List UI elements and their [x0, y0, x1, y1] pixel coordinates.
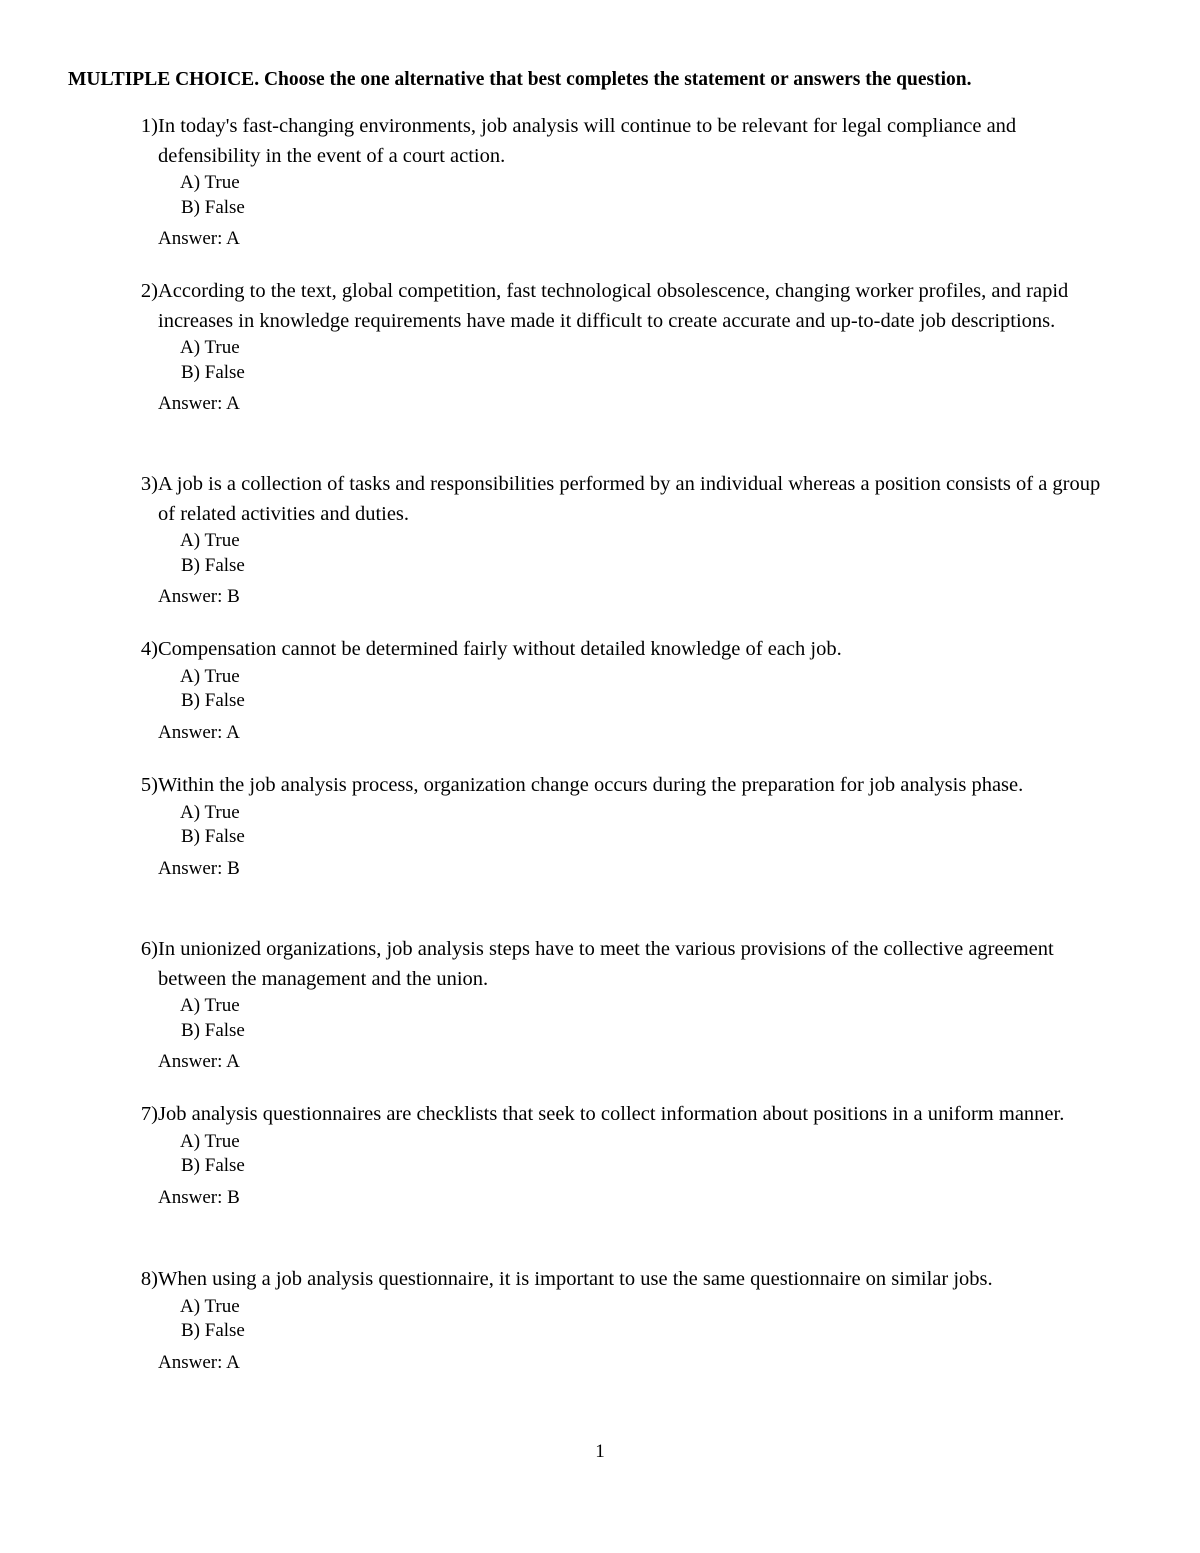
question-2	[130, 277, 1120, 416]
question-3	[130, 470, 1120, 609]
option-b: B) False	[181, 361, 245, 383]
answer-line: Answer: B	[158, 857, 240, 879]
answer-line: Answer: A	[158, 393, 240, 414]
option-a: A) True	[180, 337, 240, 358]
section-instruction: Choose the one alternative that best completes the statement or answers the question.	[263, 69, 972, 90]
option-a: A) True	[180, 801, 240, 823]
option-b: B) False	[181, 196, 245, 218]
question-number: 3)	[140, 473, 158, 495]
question-7	[130, 1100, 1120, 1210]
answer-line: Answer: B	[158, 586, 240, 607]
question-number: 5)	[140, 774, 158, 796]
question-text: In unionized organizations, job analysis steps have to meet the various provisions of the collective agreement between the management and the union.	[158, 938, 1054, 990]
answer-line: Answer: A	[158, 1351, 240, 1373]
option-a: A) True	[180, 1130, 240, 1152]
answer-line: Answer: A	[158, 228, 240, 249]
question-1	[130, 112, 1120, 251]
answer-line: Answer: B	[158, 1186, 240, 1208]
section-header	[68, 66, 971, 94]
option-a: A) True	[180, 665, 240, 687]
page-number: 1	[595, 1441, 605, 1462]
option-a: A) True	[180, 172, 240, 193]
question-text: According to the text, global competition, fast technological obsolescence, changing worker profiles, and rapid increases in knowledge requirements have made it difficult to create accurate and up-to-date job descriptions.	[158, 280, 1069, 332]
question-number: 7)	[140, 1103, 158, 1125]
option-b: B) False	[181, 826, 245, 847]
question-text: Compensation cannot be determined fairly without detailed knowledge of each job.	[158, 638, 842, 660]
question-8	[130, 1265, 1120, 1375]
question-number: 6)	[140, 938, 158, 960]
question-text: In today's fast-changing environments, job analysis will continue to be relevant for legal compliance and defensibility in the event of a court action.	[158, 115, 1017, 167]
question-number: 8)	[140, 1268, 158, 1290]
question-number: 2)	[140, 280, 158, 302]
option-b: B) False	[181, 1320, 245, 1341]
question-4	[130, 635, 1120, 745]
option-b: B) False	[181, 554, 245, 576]
question-text: Within the job analysis process, organization change occurs during the preparation for job analysis phase.	[158, 774, 1024, 796]
question-number: 4)	[140, 638, 158, 660]
answer-line: Answer: A	[158, 1051, 240, 1072]
option-a: A) True	[180, 1295, 240, 1317]
option-b: B) False	[181, 1155, 245, 1176]
question-number: 1)	[140, 115, 158, 137]
option-b: B) False	[181, 1019, 245, 1041]
question-text: A job is a collection of tasks and responsibilities performed by an individual whereas a position consists of a group of related activities and duties.	[158, 473, 1101, 525]
option-a: A) True	[180, 995, 240, 1016]
question-text: Job analysis questionnaires are checklists that seek to collect information about positions in a uniform manner.	[158, 1103, 1065, 1125]
option-a: A) True	[180, 530, 240, 551]
question-6	[130, 935, 1120, 1074]
section-title: MULTIPLE CHOICE.	[68, 69, 260, 90]
question-5	[130, 771, 1120, 881]
question-text: When using a job analysis questionnaire, it is important to use the same questionnaire on similar jobs.	[158, 1268, 993, 1290]
option-b: B) False	[181, 690, 245, 711]
answer-line: Answer: A	[158, 721, 240, 743]
